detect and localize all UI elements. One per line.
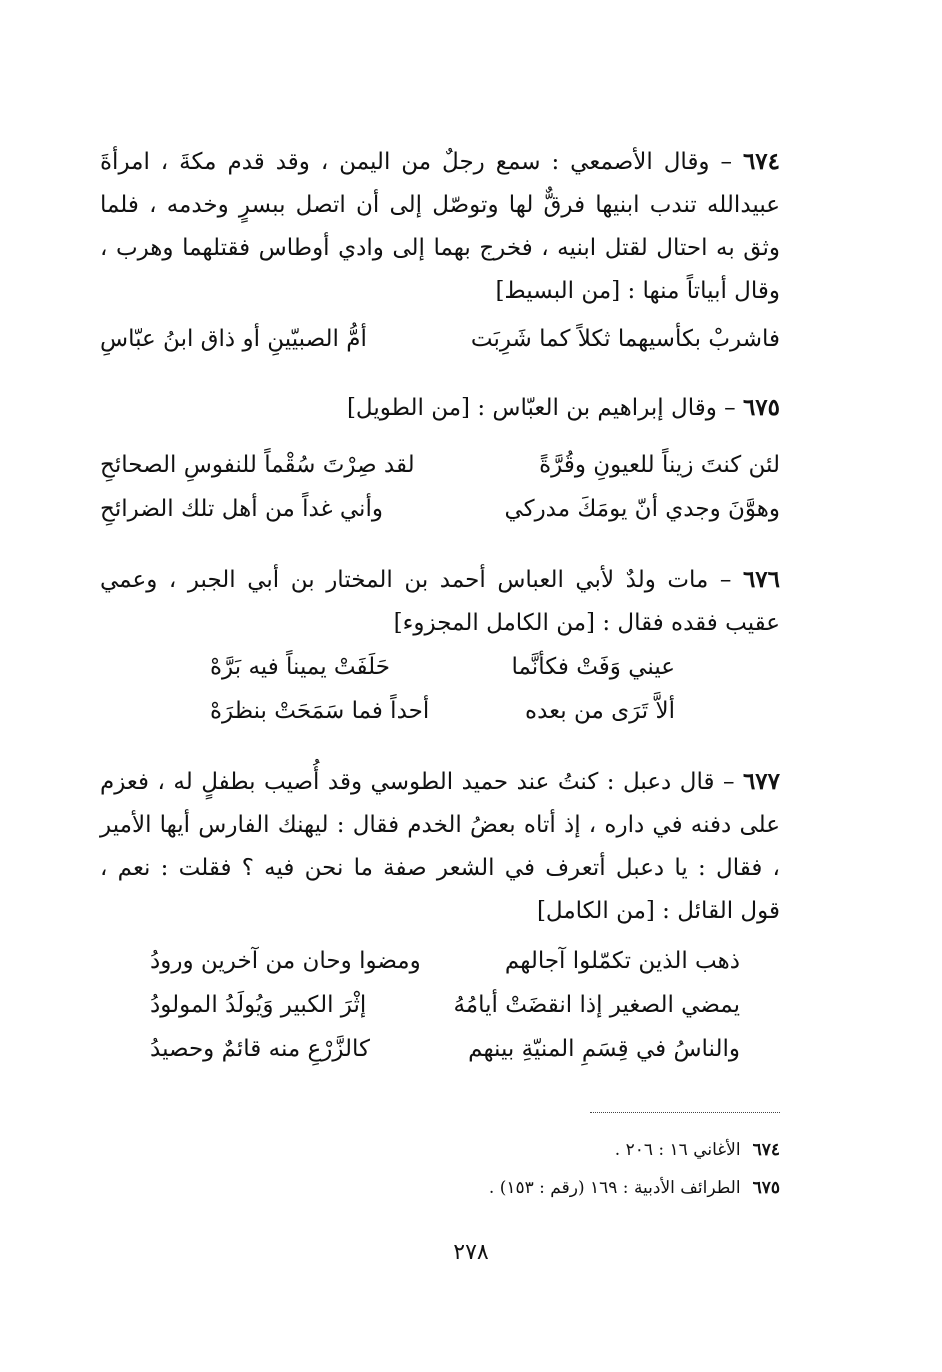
entry-text: – وقال إبراهيم بن العبّاس : [من الطويل] xyxy=(346,395,736,421)
verse-first-hemistich: لئن كنتَ زيناً للعيونِ وقُرَّةً xyxy=(539,452,780,478)
verse-second-hemistich: وأني غداً من أهل تلك الضرائحِ xyxy=(100,496,383,522)
verse-second-hemistich: إثْرَ الكبير وَيُولَدُ المولودُ xyxy=(150,992,367,1018)
entry-number: ٦٧٤ xyxy=(742,148,781,175)
verse-first-hemistich: عيني وَفَتْ فكأنَّما xyxy=(511,654,675,680)
verse-second-hemistich: ومضوا وحان من آخرين ورودُ xyxy=(150,948,421,974)
footnote-text: الأغاني ١٦ : ٢٠٦ . xyxy=(614,1140,741,1160)
entry-674-paragraph xyxy=(100,140,780,313)
verse-line xyxy=(100,448,780,482)
verse-line xyxy=(210,694,675,728)
entry-675-heading xyxy=(180,386,780,430)
verse-line xyxy=(100,322,780,356)
footnote-divider xyxy=(590,1112,780,1113)
entry-text: – مات ولدٌ لأبي العباس أحمد بن المختار بن أبي الجبر ، وعمي عقيب فقده فقال : [من الكامل المجزوء] xyxy=(100,567,780,636)
footnote-674 xyxy=(280,1138,780,1162)
verse-first-hemistich: ذهب الذين تكمّلوا آجالهم xyxy=(504,948,740,974)
entry-number: ٦٧٥ xyxy=(742,394,780,421)
verse-line xyxy=(150,1032,740,1066)
verse-line xyxy=(100,492,780,526)
footnote-675 xyxy=(280,1176,780,1200)
footnote-text: الطرائف الأدبية : ١٦٩ (رقم : ١٥٣) . xyxy=(488,1178,741,1198)
verse-line xyxy=(150,988,740,1022)
verse-second-hemistich: حَلَفَتْ يميناً فيه بَرَّهْ xyxy=(210,654,390,680)
verse-line xyxy=(150,944,740,978)
verse-second-hemistich: أمُّ الصبيّينِ أو ذاق ابنُ عبّاسِ xyxy=(100,326,367,352)
verse-first-hemistich: يمضي الصغير إذا انقضَتْ أيامُهُ xyxy=(453,992,740,1018)
footnote-number: ٦٧٥ xyxy=(752,1178,780,1198)
entry-677-paragraph xyxy=(100,760,780,933)
verse-first-hemistich: فاشربْ بكأسيهما ثكلاً كما شَرِبَت xyxy=(470,326,780,352)
footnote-number: ٦٧٤ xyxy=(752,1140,780,1160)
verse-second-hemistich: أحداً فما سَمَحَتْ بنظرَهْ xyxy=(210,698,430,724)
verse-line xyxy=(210,650,675,684)
verse-first-hemistich: وهوَّنَ وجدي أنّ يومَكَ مدركي xyxy=(504,496,780,522)
entry-number: ٦٧٦ xyxy=(742,566,780,593)
verse-first-hemistich: ألاَّ تَرَى من بعده xyxy=(525,698,675,724)
verse-second-hemistich: كالزَّرْعِ منه قائمٌ وحصيدُ xyxy=(150,1036,371,1062)
entry-676-paragraph xyxy=(100,558,780,645)
entry-text: – قال دعبل : كنتُ عند حميد الطوسي وقد أُصيب بطفلٍ له ، فعزم على دفنه في داره ، إذ أتاه بعضُ الخدم فقال : ليهنك الفارس أيها الأمير ، فقال : يا دعبل أتعرف في الشعر صفة ما نحن فيه ؟ فقلت : نعم ، قول القائل : [من الكامل] xyxy=(100,769,780,924)
entry-number: ٦٧٧ xyxy=(742,768,781,795)
verse-second-hemistich: لقد صِرْتَ سُقْماً للنفوسِ الصحائحِ xyxy=(100,452,415,478)
entry-text: – وقال الأصمعي : سمع رجلٌ من اليمن ، وقد قدم مكةَ ، امرأةَ عبيدالله تندب ابنيها فرقٌّ لها وتوصّل إلى أن اتصل ببسرٍ وخدمه ، فلما وثق به احتال لقتل ابنيه ، فخرج بهما إلى وادي أوطاس فقتلهما وهرب ، وقال أبياتاً منها : [من البسيط] xyxy=(100,149,780,304)
page-number: ٢٧٨ xyxy=(453,1240,489,1265)
verse-first-hemistich: والناسُ في قِسَمِ المنيّةِ بينهم xyxy=(468,1036,740,1062)
